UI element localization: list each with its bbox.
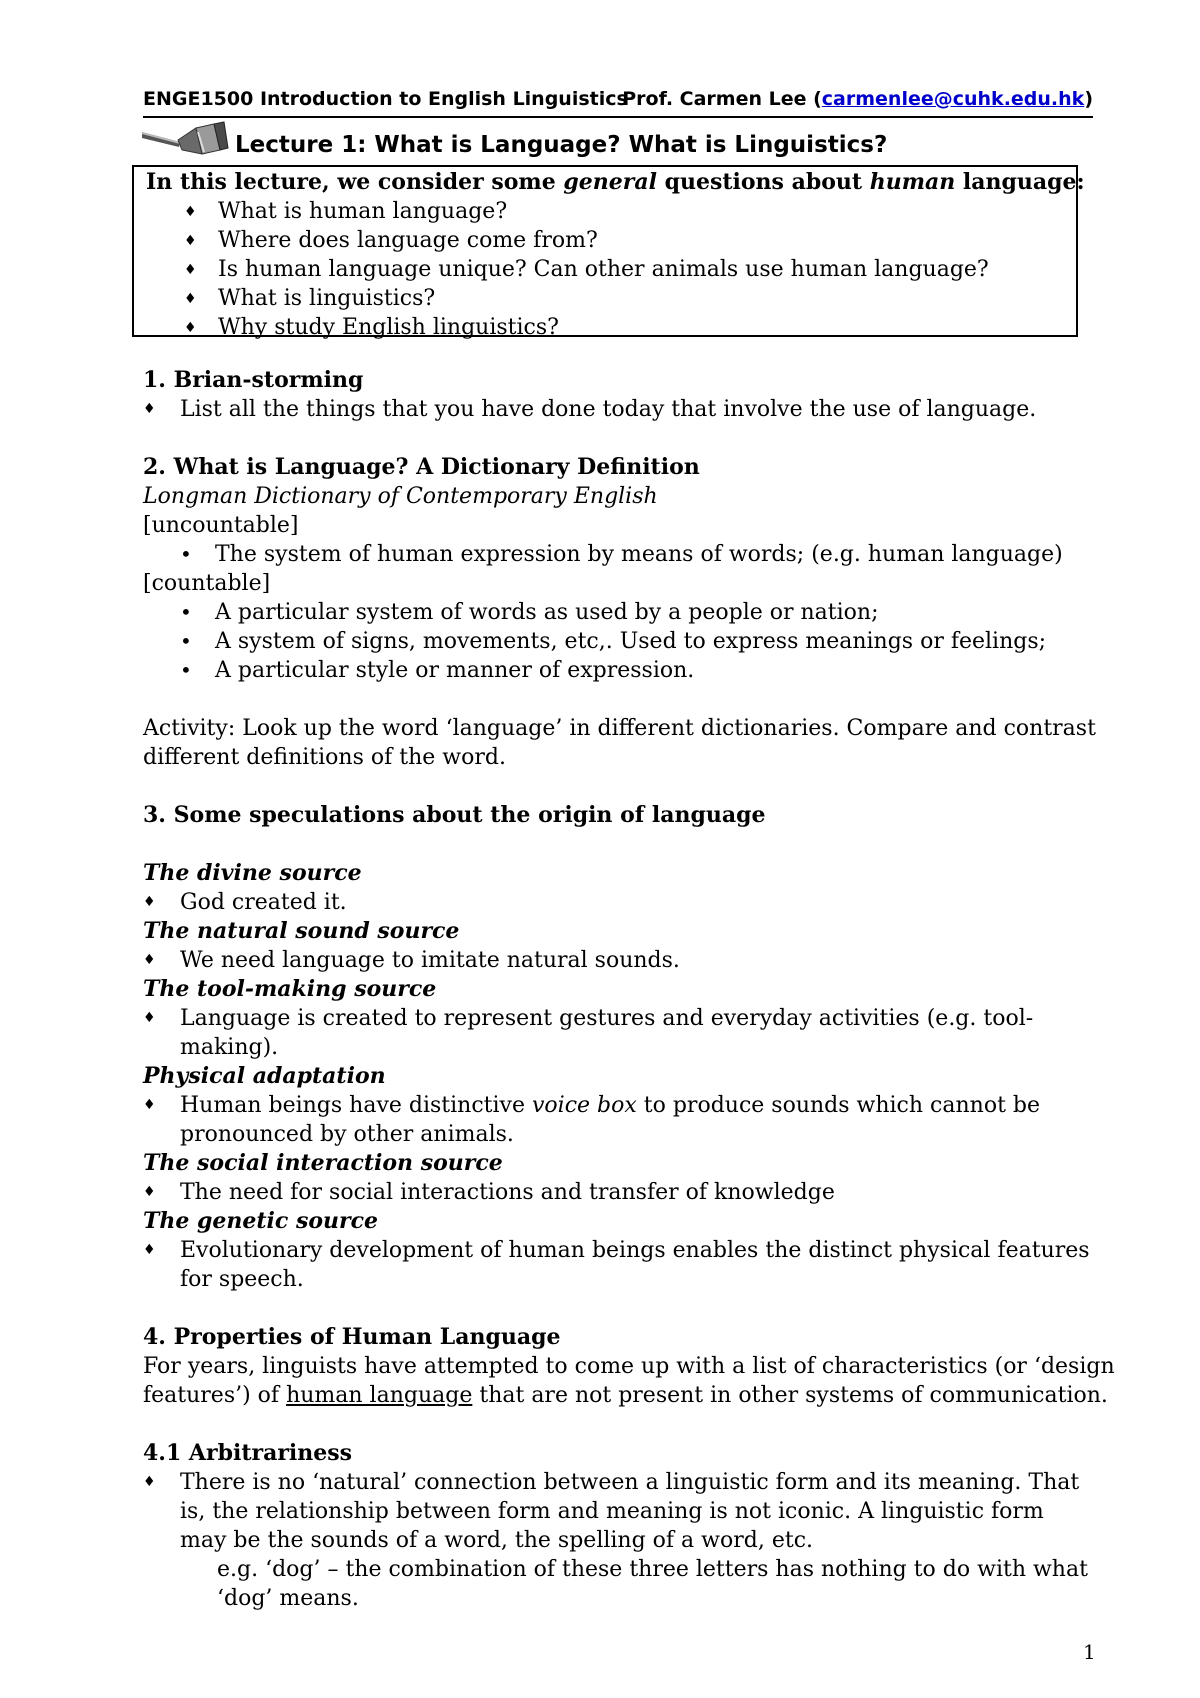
- section-heading: 4. Properties of Human Language: [143, 1324, 561, 1350]
- dot-bullet-icon: •: [180, 542, 192, 566]
- paragraph-part: features’) of: [143, 1383, 287, 1408]
- diamond-bullet-icon: ♦: [143, 1010, 156, 1026]
- question-list: [184, 197, 989, 342]
- list-item: [143, 946, 1093, 975]
- source-title: The genetic source: [143, 1208, 379, 1234]
- email-link[interactable]: carmenlee@cuhk.edu.hk: [821, 88, 1085, 110]
- prof-name: Prof. Carmen Lee (: [622, 88, 822, 110]
- section-heading: 4.1 Arbitrariness: [143, 1440, 353, 1466]
- underlined-term: human language: [286, 1383, 473, 1408]
- list-item: [143, 627, 1093, 656]
- dot-bullet-icon: •: [180, 600, 192, 624]
- intro-text-b: questions about: [656, 169, 870, 195]
- source-title: The social interaction source: [143, 1150, 503, 1176]
- item-text: The need for social interactions and transfer of knowledge: [180, 1180, 835, 1205]
- list-item: [143, 888, 1093, 917]
- item-text: A particular system of words as used by a people or nation;: [215, 600, 879, 625]
- question-text: Why study English linguistics?: [218, 315, 559, 340]
- item-text: A particular style or manner of expression.: [215, 658, 695, 683]
- source-title: The divine source: [143, 860, 362, 886]
- intro-general: general: [563, 169, 657, 195]
- intro-human: human: [869, 169, 956, 195]
- paragraph-part: that are not present in other systems of communication.: [472, 1383, 1108, 1408]
- diamond-bullet-icon: ♦: [184, 233, 197, 249]
- list-item: [143, 1091, 1093, 1149]
- dot-bullet-icon: •: [180, 658, 192, 682]
- pushpin-icon: [140, 118, 230, 162]
- lecture-overview-box: [132, 165, 1085, 340]
- page-number: 1: [1083, 1640, 1096, 1664]
- overview-intro: [146, 169, 1085, 195]
- list-item: [143, 598, 1093, 627]
- diamond-bullet-icon: ♦: [184, 204, 197, 220]
- intro-text-a: In this lecture, we consider some: [146, 169, 564, 195]
- paragraph-text: [143, 1381, 1108, 1410]
- page-header: [143, 86, 1093, 118]
- item-text: Evolutionary development of human beings enables the distinct physical features for speech.: [180, 1238, 1090, 1292]
- section-heading: 2. What is Language? A Dictionary Definition: [143, 454, 700, 480]
- list-item: [184, 284, 989, 313]
- item-text: Human beings have distinctive: [180, 1093, 532, 1118]
- item-text: Language is created to represent gestures and everyday activities (e.g. tool-making).: [180, 1006, 1034, 1060]
- diamond-bullet-icon: ♦: [184, 320, 197, 336]
- prof-suffix: ): [1084, 88, 1093, 110]
- diamond-bullet-icon: ♦: [184, 291, 197, 307]
- diamond-bullet-icon: ♦: [143, 1184, 156, 1200]
- lecture-title: Lecture 1: What is Language? What is Linguistics?: [235, 132, 888, 158]
- diamond-bullet-icon: ♦: [143, 401, 156, 417]
- activity-text: different definitions of the word.: [143, 745, 506, 770]
- section-heading: 3. Some speculations about the origin of language: [143, 802, 766, 828]
- item-text: List all the things that you have done today that involve the use of language.: [180, 397, 1037, 422]
- diamond-bullet-icon: ♦: [143, 1097, 156, 1113]
- item-text: The system of human expression by means of words; (e.g. human language): [215, 542, 1063, 567]
- list-item: [184, 313, 989, 342]
- diamond-bullet-icon: ♦: [143, 1474, 156, 1490]
- question-text: What is linguistics?: [218, 286, 436, 311]
- list-item: [143, 395, 1093, 424]
- diamond-bullet-icon: ♦: [184, 262, 197, 278]
- source-title: The tool-making source: [143, 976, 437, 1002]
- course-title: ENGE1500 Introduction to English Linguistics: [143, 88, 628, 110]
- diamond-bullet-icon: ♦: [143, 894, 156, 910]
- document-body: [143, 366, 1115, 1613]
- source-title: The natural sound source: [143, 918, 460, 944]
- list-item: [143, 1236, 1093, 1294]
- list-item: [143, 540, 1093, 569]
- intro-text-c: language:: [955, 169, 1085, 195]
- dot-bullet-icon: •: [180, 629, 192, 653]
- item-text: We need language to imitate natural sounds.: [180, 948, 680, 973]
- activity-text: Activity: Look up the word ‘language’ in different dictionaries. Compare and contrast: [143, 716, 1096, 741]
- diamond-bullet-icon: ♦: [143, 952, 156, 968]
- item-text: God created it.: [180, 890, 347, 915]
- list-item: [184, 197, 989, 226]
- item-emphasis: voice box: [532, 1093, 637, 1118]
- question-text: Is human language unique? Can other animals use human language?: [218, 257, 989, 282]
- dictionary-source: Longman Dictionary of Contemporary English: [143, 484, 658, 509]
- list-item: [143, 656, 1093, 685]
- countable-label: [countable]: [143, 571, 271, 596]
- list-item: [143, 1468, 1093, 1555]
- professor-info: [622, 88, 1093, 110]
- list-item: [184, 226, 989, 255]
- question-text: What is human language?: [218, 199, 508, 224]
- list-item: [143, 1004, 1093, 1062]
- source-title: Physical adaptation: [143, 1063, 386, 1089]
- list-item: [143, 1178, 1093, 1207]
- list-item: [184, 255, 989, 284]
- item-text: to produce sounds which cannot be pronounced by other animals.: [180, 1093, 1040, 1147]
- section-heading: 1. Brian-storming: [143, 367, 364, 393]
- diamond-bullet-icon: ♦: [143, 1242, 156, 1258]
- paragraph-text: For years, linguists have attempted to come up with a list of characteristics (or ‘design: [143, 1354, 1115, 1379]
- item-text: A system of signs, movements, etc,. Used to express meanings or feelings;: [215, 629, 1047, 654]
- item-text: There is no ‘natural’ connection between a linguistic form and its meaning. That is, the relationship between form and meaning is not iconic. A linguistic form may be the sounds of a word, the spelling of a word, etc.: [180, 1470, 1080, 1553]
- example-text: e.g. ‘dog’ – the combination of these three letters has nothing to do with what ‘dog’ means.: [217, 1557, 1088, 1611]
- question-text: Where does language come from?: [218, 228, 598, 253]
- uncountable-label: [uncountable]: [143, 513, 299, 538]
